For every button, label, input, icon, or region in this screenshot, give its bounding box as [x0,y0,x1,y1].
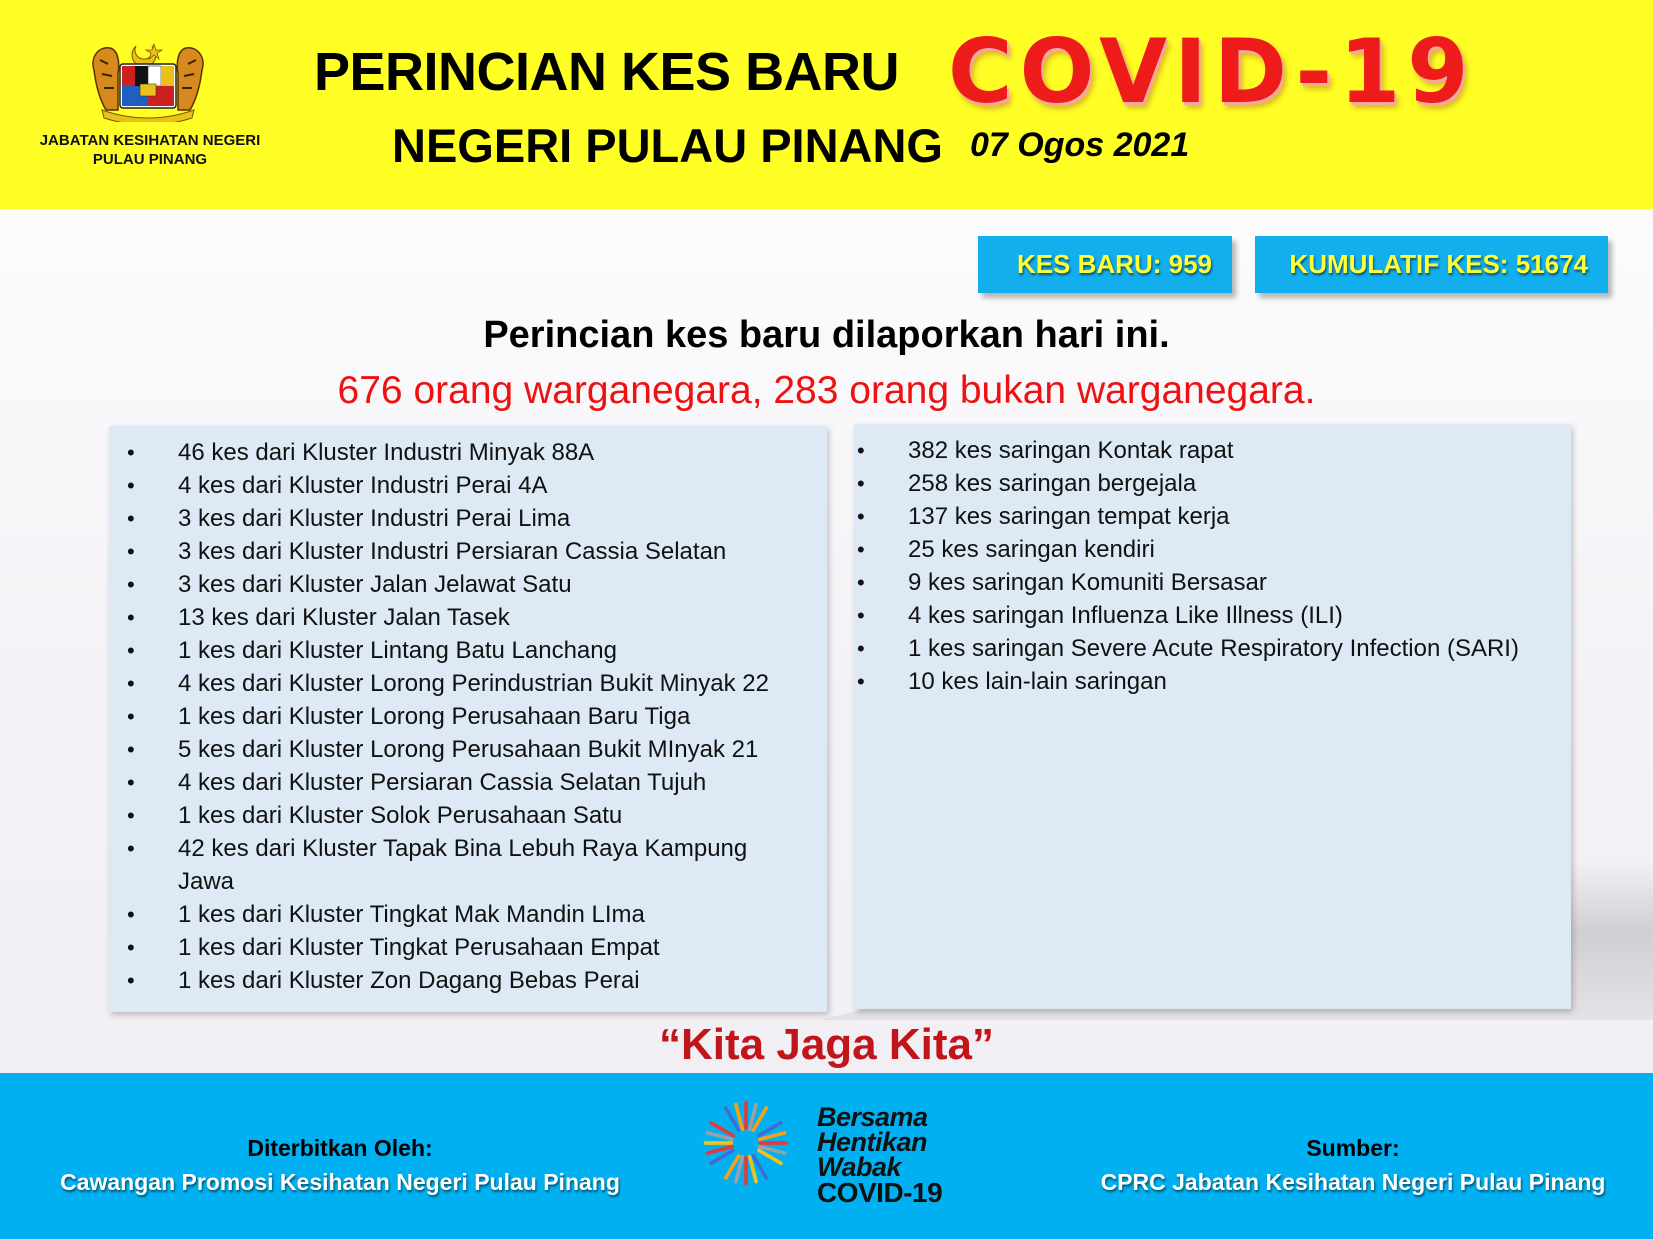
list-item: • 42 kes dari Kluster Tapak Bina Lebuh Raya Kampung Jawa [109,832,769,898]
source-name: CPRC Jabatan Kesihatan Negeri Pulau Pinang [1100,1169,1606,1195]
list-item: • 1 kes dari Kluster Lintang Batu Lanchang [109,634,799,667]
citizenship-breakdown: 676 orang warganegara, 283 orang bukan warganegara. [337,369,1316,412]
list-item: • 1 kes dari Kluster Tingkat Mak Mandin LIma [109,898,799,931]
publisher-name: Cawangan Promosi Kesihatan Negeri Pulau Pinang [60,1169,620,1195]
list-item: • 3 kes dari Kluster Industri Persiaran Cassia Selatan [109,535,799,568]
list-item: • 4 kes dari Kluster Lorong Perindustrian Bukit Minyak 22 [109,667,799,700]
starburst-logo-icon [700,1097,792,1189]
header-band [0,0,1653,209]
department-name [20,131,280,169]
list-item: • 382 kes saringan Kontak rapat [839,434,1529,467]
campaign-line-1: Bersama [817,1102,928,1132]
publisher-label: Diterbitkan Oleh: [247,1135,433,1161]
list-item: • 46 kes dari Kluster Industri Minyak 88A [109,436,799,469]
list-item: • 13 kes dari Kluster Jalan Tasek [109,601,799,634]
department-line-1: JABATAN KESIHATAN NEGERI [39,132,261,149]
list-item: • 1 kes dari Kluster Tingkat Perusahaan Empat [109,931,799,964]
list-item: • 4 kes dari Kluster Persiaran Cassia Selatan Tujuh [109,766,799,799]
covid-label: COVID-19 [948,20,1476,123]
screening-list [839,434,1569,698]
list-item: • 9 kes saringan Komuniti Bersasar [839,566,1529,599]
list-item: • 258 kes saringan bergejala [839,467,1529,500]
cluster-panel [109,426,827,1012]
source-block [1053,1131,1653,1199]
list-item: • 4 kes dari Kluster Industri Perai 4A [109,469,799,502]
report-date: 07 Ogos 2021 [970,126,1190,164]
list-item: • 3 kes dari Kluster Jalan Jelawat Satu [109,568,799,601]
list-item: • 1 kes dari Kluster Zon Dagang Bebas Perai [109,964,799,997]
list-item: • 5 kes dari Kluster Lorong Perusahaan Bukit MInyak 21 [109,733,799,766]
coat-of-arms-icon [88,40,208,122]
source-label: Sumber: [1306,1135,1400,1161]
campaign-line-3: Wabak [817,1152,902,1182]
list-item: • 10 kes lain-lain saringan [839,665,1529,698]
list-item: • 25 kes saringan kendiri [839,533,1529,566]
list-item: • 3 kes dari Kluster Industri Perai Lima [109,502,799,535]
summary-heading: Perincian kes baru dilaporkan hari ini. [483,314,1170,356]
new-cases-badge: KES BARU: 959 [978,236,1232,293]
list-item: • 4 kes saringan Influenza Like Illness (ILI) [839,599,1529,632]
campaign-slogan [817,1102,943,1208]
slogan: “Kita Jaga Kita” [659,1020,994,1069]
footer-band [0,1073,1653,1239]
page-title: PERINCIAN KES BARU [314,42,900,102]
screening-panel [854,424,1571,1009]
cluster-list [109,436,799,997]
list-item: • 1 kes dari Kluster Lorong Perusahaan Baru Tiga [109,700,799,733]
department-line-2: PULAU PINANG [92,151,208,168]
state-name: NEGERI PULAU PINANG [392,119,943,172]
cumulative-cases-badge: KUMULATIF KES: 51674 [1255,236,1608,293]
campaign-line-2: Hentikan [817,1127,928,1157]
publisher-block [40,1131,640,1199]
list-item: • 1 kes saringan Severe Acute Respiratory Infection (SARI) [839,632,1569,665]
list-item: • 1 kes dari Kluster Solok Perusahaan Satu [109,799,799,832]
list-item: • 137 kes saringan tempat kerja [839,500,1529,533]
campaign-line-4: COVID-19 [817,1177,943,1208]
